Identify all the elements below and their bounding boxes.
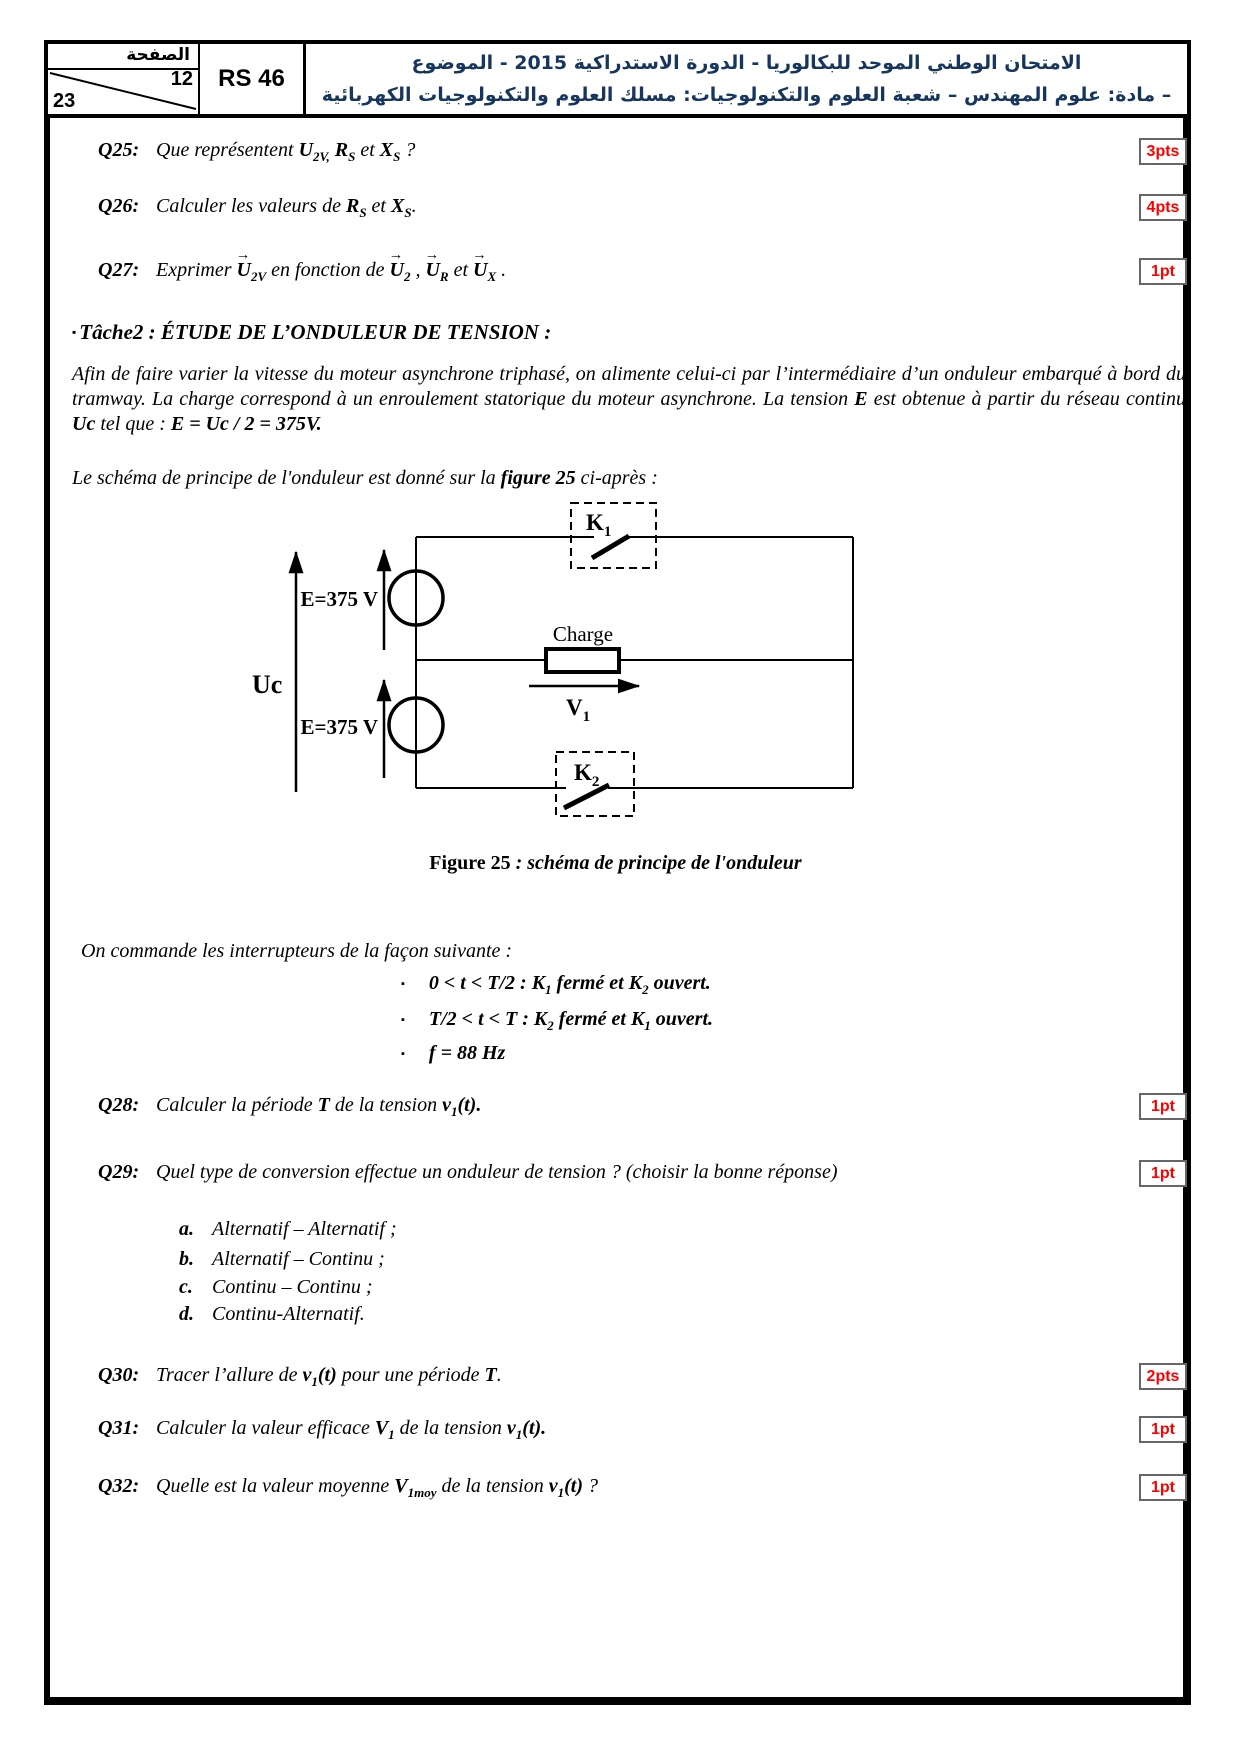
question-q29 — [98, 1160, 838, 1185]
points-badge-q31: 1pt — [1139, 1416, 1187, 1443]
exam-title-line2: – مادة: علوم المهندس – شعبة العلوم والتكنولوجيات: مسلك العلوم والتكنولوجيات الكهربائية — [321, 84, 1172, 106]
question-number: Q25: — [98, 139, 140, 161]
page-label: الصفحة — [48, 44, 198, 70]
option-text: Continu-Alternatif. — [212, 1303, 365, 1325]
caption-number: Figure 25 — [429, 852, 511, 874]
task2-title: Tâche2 : ÉTUDE DE L’ONDULEUR DE TENSION : — [79, 320, 552, 344]
question-q28 — [98, 1093, 481, 1120]
points-badge-q32: 1pt — [1139, 1474, 1187, 1501]
switch-k2-label: $K_2$ — [574, 760, 600, 790]
question-number: Q30: — [98, 1364, 140, 1386]
points-badge-q29: 1pt — [1139, 1160, 1187, 1187]
question-q30 — [98, 1363, 502, 1390]
points-badge-q27: 1pt — [1139, 258, 1187, 285]
option-letter: b. — [179, 1248, 194, 1270]
question-text: Tracer l’allure de $v_1(t)$ pour une période T. — [156, 1364, 502, 1389]
task2-heading — [72, 320, 551, 345]
question-number: Q28: — [98, 1094, 140, 1116]
exam-title-line1: الامتحان الوطني الموحد للبكالوريا - الدورة الاستدراكية 2015 - الموضوع — [411, 52, 1082, 74]
page-header — [44, 40, 1191, 118]
points-badge-q26: 4pts — [1139, 194, 1187, 221]
switch-k1-label: $K_1$ — [586, 510, 612, 540]
option-text: Alternatif – Continu ; — [212, 1248, 385, 1270]
switch-k2-blade — [564, 785, 609, 808]
points-badge-q28: 1pt — [1139, 1093, 1187, 1120]
q29-option-b — [179, 1248, 385, 1271]
caption-text: : schéma de principe de l'onduleur — [510, 852, 802, 874]
command-bullet-text: T/2 < t < T : $K_2$ fermé et $K_1$ ouvert. — [428, 1008, 713, 1033]
intro-paragraph: Afin de faire varier la vitesse du moteur asynchrone triphasé, on alimente celui-ci par l’intermédiaire d’un onduleur embarqué à bord du tramway. La charge correspond à un enroulement statorique du moteur asynchrone. La tension E est obtenue à partir du réseau continu Uc tel que : E = Uc / 2 = 375V. — [72, 363, 1186, 435]
q29-option-d — [179, 1303, 365, 1326]
load-label: Charge — [552, 622, 614, 646]
question-number: Q31: — [98, 1417, 140, 1439]
square-bullet-icon: ▪ — [72, 325, 77, 339]
switch-command-intro: On commande les interrupteurs de la façon suivante : — [81, 940, 513, 962]
command-bullet-text: f = 88 Hz — [428, 1042, 506, 1064]
question-number: Q29: — [98, 1161, 140, 1183]
option-letter: c. — [179, 1276, 193, 1298]
q29-option-a — [179, 1218, 397, 1241]
option-letter: d. — [179, 1303, 194, 1325]
load-box — [546, 649, 619, 672]
option-text: Alternatif – Alternatif ; — [212, 1218, 397, 1240]
question-q27 — [98, 258, 506, 285]
question-text: Que représentent $U_{2V,}$ $R_S$ et $X_S$ ? — [156, 139, 416, 164]
question-text: Quelle est la valeur moyenne $V_{1moy}$ de la tension $v_1(t)$ ? — [156, 1475, 598, 1500]
schema-intro-line: Le schéma de principe de l'onduleur est donné sur la figure 25 ci-après : — [72, 467, 658, 489]
points-badge-q30: 2pts — [1139, 1363, 1187, 1390]
page-body — [56, 122, 1186, 1689]
page-number-total: 23 — [53, 90, 76, 112]
page-fraction — [48, 70, 198, 112]
question-text: Calculer les valeurs de $R_S$ et $X_S$. — [156, 195, 417, 220]
question-text: Exprimer → $U_{2V}$ en fonction de → $U_2$ , → $U_R$ et → $U_X$ . — [156, 258, 506, 285]
question-text: Quel type de conversion effectue un onduleur de tension ? (choisir la bonne réponse) — [156, 1161, 838, 1183]
v1-label: $V_1$ — [566, 695, 591, 725]
question-q26 — [98, 194, 417, 221]
e-bottom-label: E=375 V — [300, 715, 378, 739]
question-number: Q26: — [98, 195, 140, 217]
question-number: Q27: — [98, 259, 140, 281]
figure-25-caption — [56, 852, 1175, 875]
question-q32 — [98, 1474, 598, 1501]
square-bullet-icon: ▪ — [401, 1014, 405, 1026]
page-body-frame — [44, 114, 1191, 1705]
question-number: Q32: — [98, 1475, 140, 1497]
uc-label: Uc — [252, 670, 283, 699]
command-bullet-2 — [401, 1008, 713, 1034]
question-q25 — [98, 138, 415, 165]
e-top-label: E=375 V — [300, 587, 378, 611]
page-number-cell — [48, 44, 200, 114]
command-bullet-text: 0 < t < T/2 : $K_1$ fermé et $K_2$ ouvert. — [428, 972, 711, 997]
exam-title-block — [306, 44, 1187, 114]
page-number-current: 12 — [170, 68, 193, 90]
option-letter: a. — [179, 1218, 194, 1240]
square-bullet-icon: ▪ — [401, 978, 405, 990]
command-bullet-1 — [401, 972, 711, 998]
question-q31 — [98, 1416, 546, 1443]
q29-option-c — [179, 1276, 373, 1299]
option-text: Continu – Continu ; — [212, 1276, 373, 1298]
question-text: Calculer la valeur efficace $V_1$ de la tension $v_1(t)$. — [156, 1417, 547, 1442]
points-badge-q25: 3pts — [1139, 138, 1187, 165]
question-text: Calculer la période T de la tension $v_1(t)$. — [156, 1094, 482, 1119]
exam-reference: RS 46 — [200, 44, 306, 114]
figure-25-circuit — [236, 500, 881, 832]
command-bullet-3 — [401, 1042, 505, 1065]
square-bullet-icon: ▪ — [401, 1048, 405, 1060]
switch-k1-box — [571, 503, 656, 568]
